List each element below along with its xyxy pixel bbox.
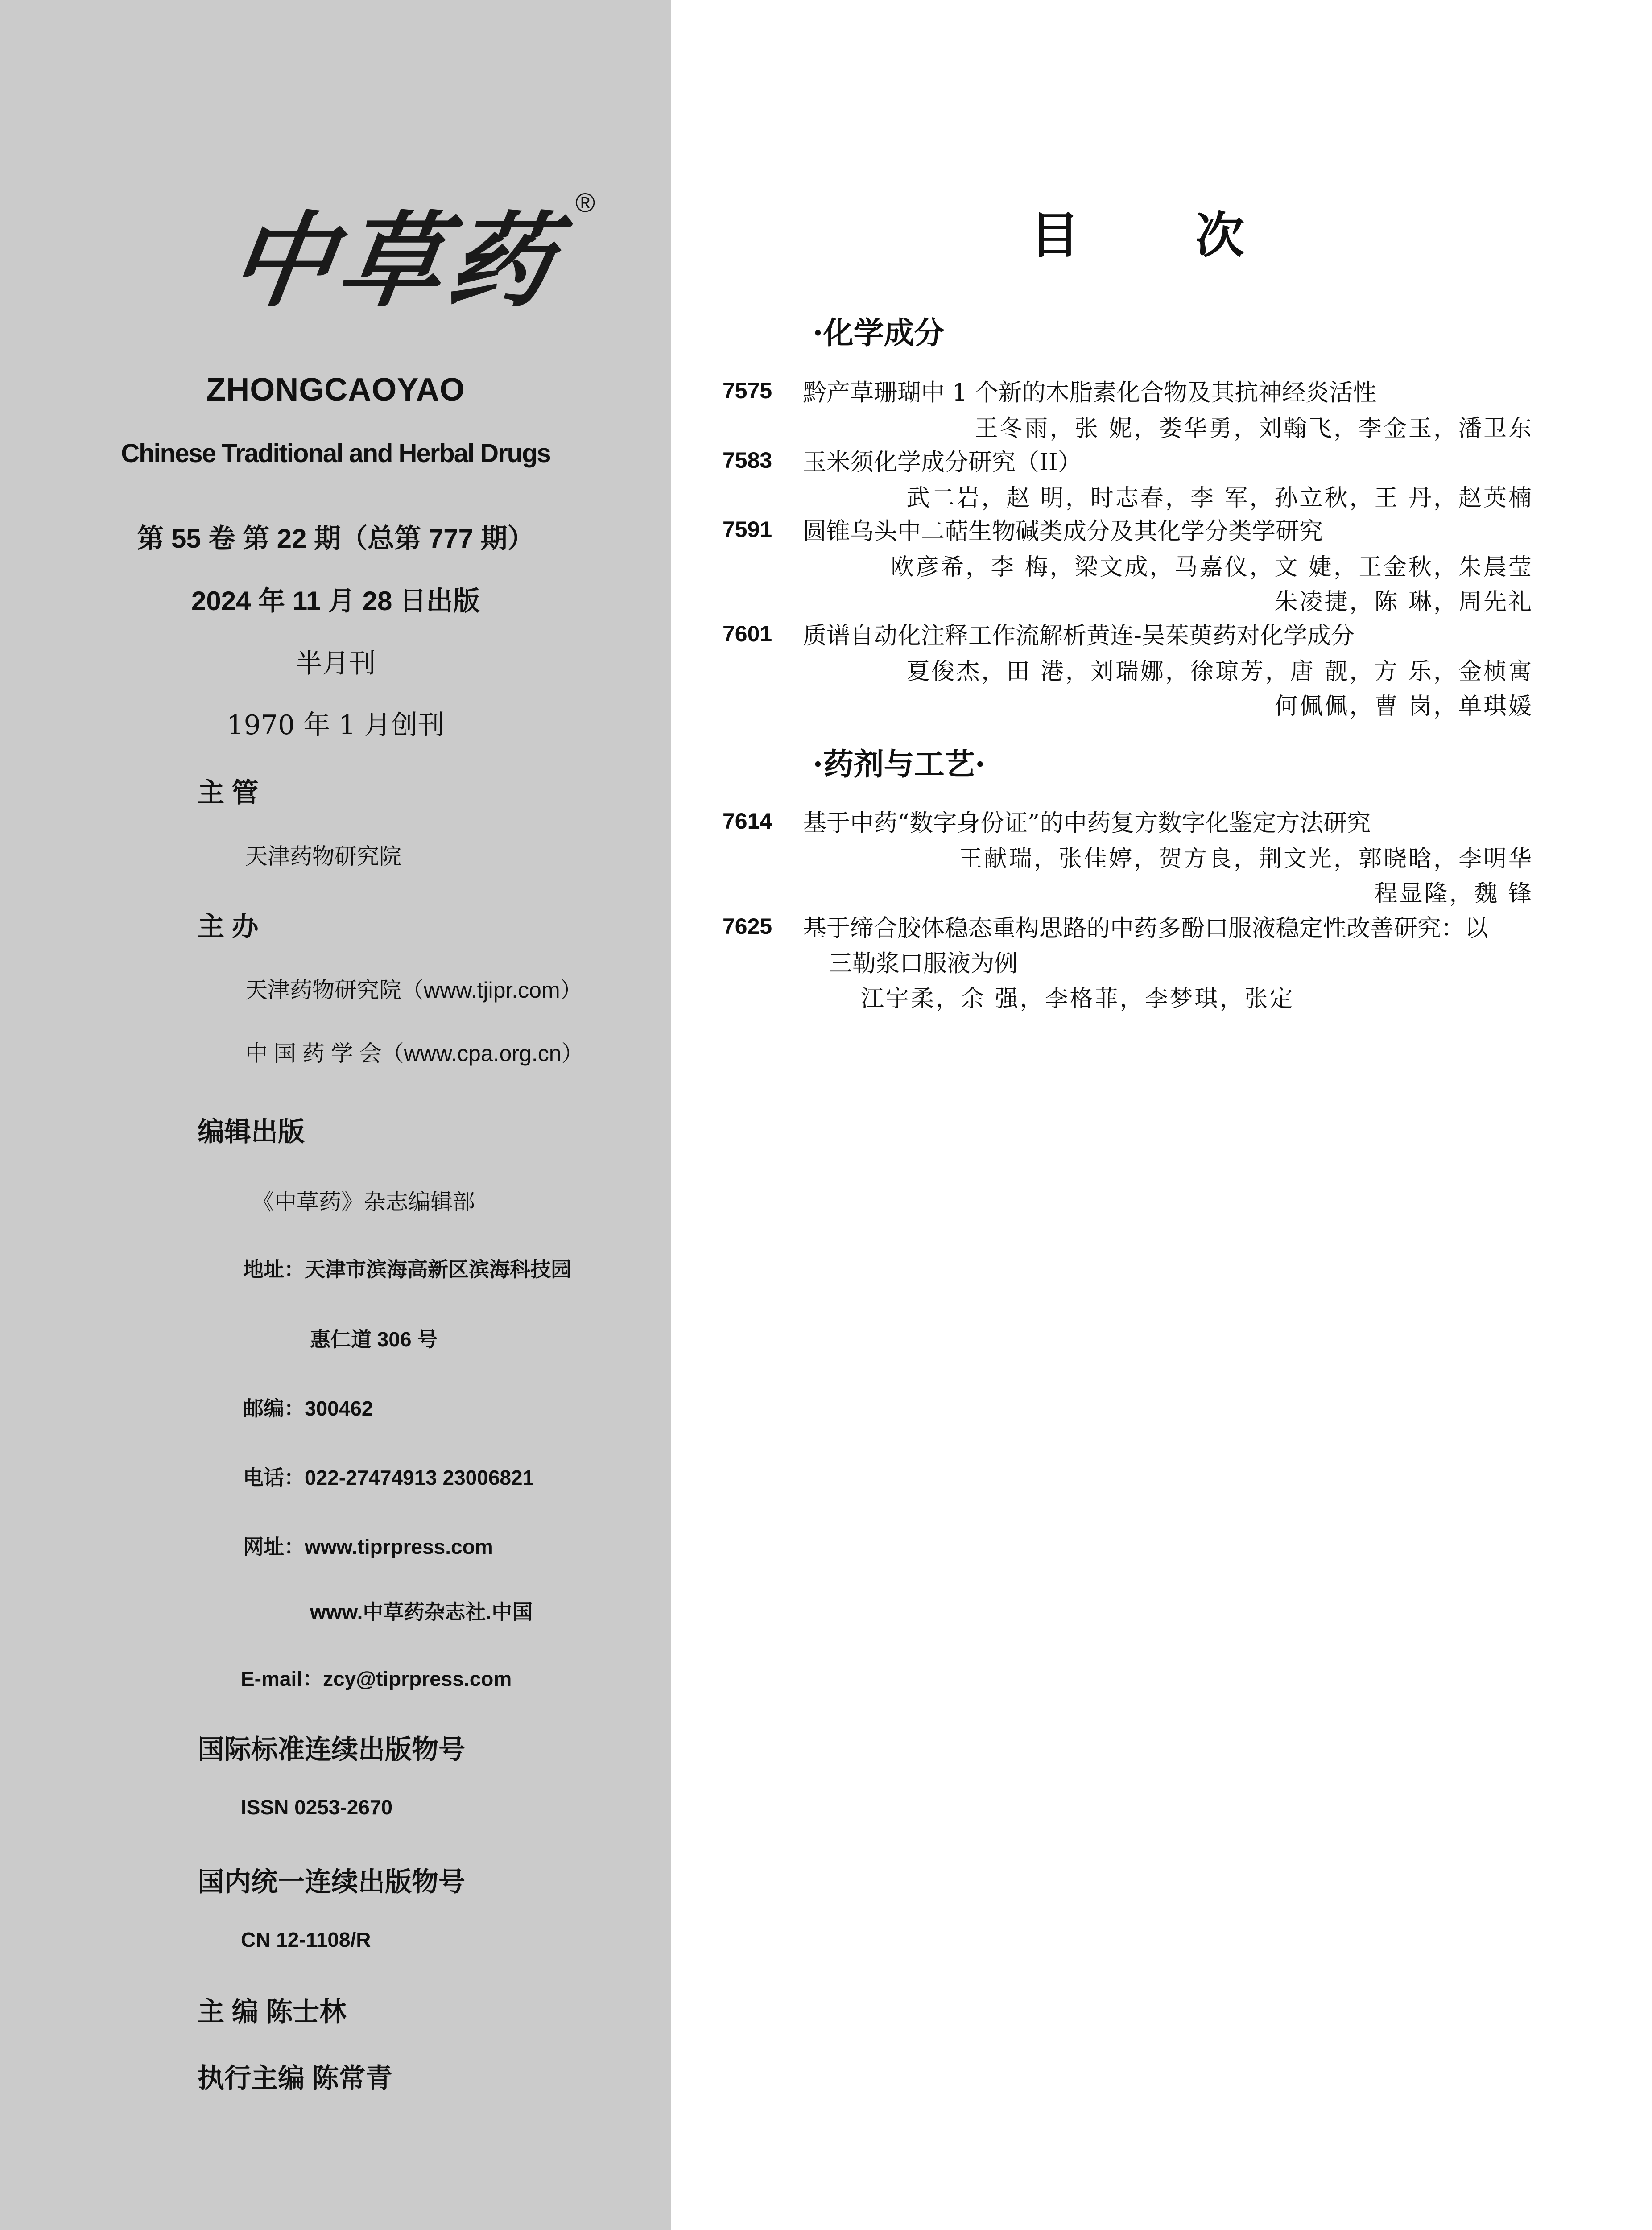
article-title-7591[interactable]: 圆锥乌头中二萜生物碱类成分及其化学分类学研究 bbox=[803, 518, 1323, 545]
journal-logo bbox=[222, 178, 595, 321]
founded-date: 1970 年 1 月创刊 bbox=[227, 710, 445, 741]
section-chemical-constituents: ·化学成分 bbox=[813, 315, 945, 351]
section-pharmaceutics-technology: ·药剂与工艺· bbox=[813, 747, 986, 782]
issue-line: 第 55 卷 第 22 期（总第 777 期） bbox=[137, 524, 534, 553]
article-authors-7591-line-1: 欧彦希，李 梅，梁文成，马嘉仪，文 婕，王金秋，朱晨莹 bbox=[890, 554, 1533, 581]
address-line-1: 地址：天津市滨海高新区滨海科技园 bbox=[243, 1258, 571, 1281]
journal-info-sidebar bbox=[0, 0, 671, 2230]
logo-char-2: 草 bbox=[331, 201, 451, 321]
article-authors-7583: 武二岩，赵 明，时志春，李 军，孙立秋，王 丹，赵英楠 bbox=[906, 485, 1533, 512]
postcode: 邮编：300462 bbox=[243, 1397, 373, 1420]
article-page-7583: 7583 bbox=[723, 448, 772, 473]
article-authors-7575: 王冬雨，张 妮，娄华勇，刘翰飞，李金玉，潘卫东 bbox=[975, 415, 1533, 442]
phone: 电话：022-27474913 23006821 bbox=[243, 1466, 534, 1489]
cn-label: 国内统一连续出版物号 bbox=[198, 1867, 465, 1897]
article-page-7614: 7614 bbox=[723, 809, 772, 834]
article-authors-7591-line-2: 朱凌捷，陈 琳，周先礼 bbox=[1274, 589, 1533, 615]
article-page-7625: 7625 bbox=[723, 914, 772, 939]
executive-editor: 执行主编 陈常青 bbox=[198, 2063, 392, 2093]
issn-value: ISSN 0253-2670 bbox=[241, 1796, 393, 1819]
article-page-7591: 7591 bbox=[723, 517, 772, 542]
article-authors-7601-line-2: 何佩佩，曹 岗，单琪媛 bbox=[1274, 693, 1533, 720]
editor-label: 编辑出版 bbox=[198, 1117, 305, 1147]
article-authors-7614-line-2: 程显隆，魏 锋 bbox=[1374, 880, 1533, 907]
article-title-7575[interactable]: 黔产草珊瑚中 1 个新的木脂素化合物及其抗神经炎活性 bbox=[803, 379, 1377, 406]
supervisor-label: 主 管 bbox=[198, 778, 259, 808]
toc-title: 目次 bbox=[1030, 206, 1360, 264]
article-title-7614[interactable]: 基于中药“数字身份证”的中药复方数字化鉴定方法研究 bbox=[803, 809, 1371, 837]
publication-date: 2024 年 11 月 28 日出版 bbox=[191, 586, 480, 616]
email: E-mail：zcy@tiprpress.com bbox=[241, 1667, 512, 1690]
journal-en-name: ZHONGCAOYAO bbox=[206, 372, 465, 408]
article-authors-7601-line-1: 夏俊杰，田 港，刘瑞娜，徐琼芳，唐 靓，方 乐，金桢寓 bbox=[906, 658, 1533, 685]
supervisor-value: 天津药物研究院 bbox=[245, 844, 401, 869]
chief-editor: 主 编 陈士林 bbox=[198, 1997, 347, 2027]
article-title-7625-line-2[interactable]: 三勒浆口服液为例 bbox=[829, 950, 1018, 977]
editor-dept: 《中草药》杂志编辑部 bbox=[252, 1189, 475, 1214]
article-page-7601: 7601 bbox=[723, 621, 772, 646]
publication-frequency: 半月刊 bbox=[295, 648, 376, 679]
article-authors-7625: 江宇柔，余 强，李格菲，李梦琪，张定 bbox=[861, 986, 1295, 1012]
sponsor-2: 中 国 药 学 会（www.cpa.org.cn） bbox=[245, 1041, 584, 1066]
registered-mark: ® bbox=[575, 188, 595, 218]
article-authors-7614-line-1: 王献瑞，张佳婷，贺方良，荆文光，郭晓晗，李明华 bbox=[958, 846, 1533, 872]
article-title-7583[interactable]: 玉米须化学成分研究（II） bbox=[803, 449, 1082, 476]
website-2: www.中草药杂志社.中国 bbox=[310, 1600, 533, 1623]
sponsor-label: 主 办 bbox=[198, 912, 259, 942]
article-page-7575: 7575 bbox=[723, 378, 772, 403]
sponsor-1: 天津药物研究院（www.tjipr.com） bbox=[245, 978, 582, 1003]
address-line-2: 惠仁道 306 号 bbox=[310, 1328, 438, 1351]
issn-label: 国际标准连续出版物号 bbox=[198, 1734, 465, 1764]
logo-char-1: 中 bbox=[222, 201, 342, 321]
article-title-7625[interactable]: 基于缔合胶体稳态重构思路的中药多酚口服液稳定性改善研究：以 bbox=[803, 915, 1488, 942]
website-1: 网址：www.tiprpress.com bbox=[243, 1535, 493, 1558]
article-title-7601[interactable]: 质谱自动化注释工作流解析黄连-吴茱萸药对化学成分 bbox=[803, 622, 1355, 649]
cn-value: CN 12-1108/R bbox=[241, 1928, 371, 1951]
journal-en-full-name: Chinese Traditional and Herbal Drugs bbox=[121, 439, 550, 468]
logo-char-3: 药 bbox=[441, 201, 561, 321]
